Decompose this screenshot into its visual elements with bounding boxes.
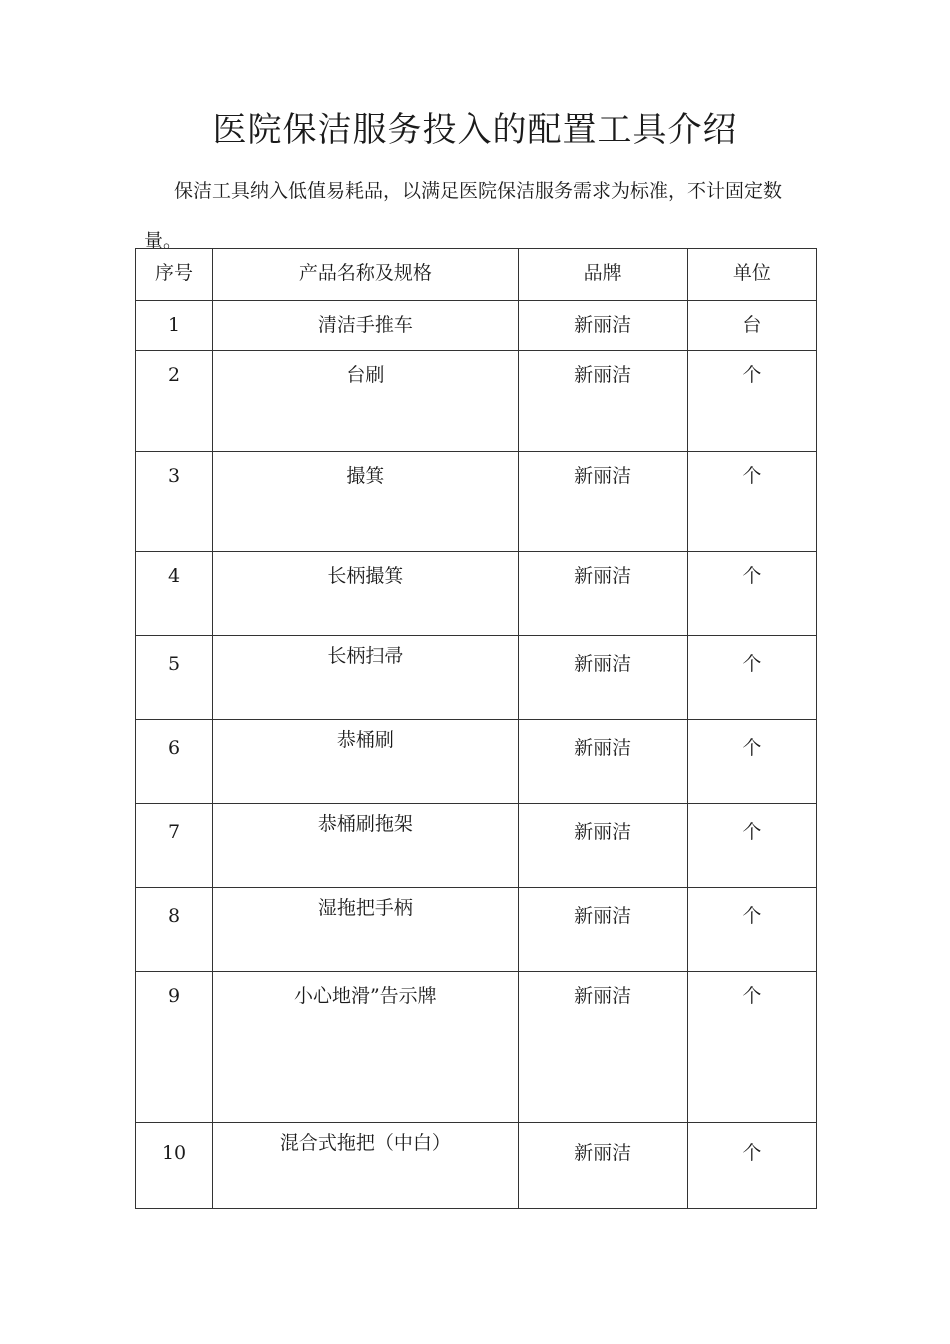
cell-name: 撮箕 — [213, 452, 518, 552]
cell-no: 2 — [136, 351, 213, 452]
cell-no: 4 — [136, 552, 213, 636]
cell-name: 长柄撮箕 — [213, 552, 518, 636]
cell-name: 湿拖把手柄 — [213, 888, 518, 972]
cell-no: 7 — [136, 804, 213, 888]
intro-paragraph: 保洁工具纳入低值易耗品，以满足医院保洁服务需求为标准，不计固定数量。 — [144, 180, 783, 252]
table-row — [136, 720, 817, 804]
cell-no: 9 — [136, 972, 213, 1123]
cell-unit: 个 — [687, 888, 816, 972]
cell-brand: 新丽洁 — [518, 804, 687, 888]
header-brand: 品牌 — [518, 249, 687, 301]
table-row — [136, 552, 817, 636]
cell-brand: 新丽洁 — [518, 636, 687, 720]
page-title: 医院保洁服务投入的配置工具介绍 — [212, 110, 738, 150]
table-row — [136, 636, 817, 720]
cell-brand: 新丽洁 — [518, 972, 687, 1123]
cell-name: 小心地滑”告示牌 — [213, 972, 518, 1123]
cell-unit: 个 — [687, 972, 816, 1123]
cell-name: 台刷 — [213, 351, 518, 452]
cell-unit: 个 — [687, 1123, 816, 1209]
tools-table — [135, 248, 817, 1209]
table-row — [136, 972, 817, 1123]
cell-no: 3 — [136, 452, 213, 552]
table-header-row — [136, 249, 817, 301]
cell-unit: 个 — [687, 720, 816, 804]
table-row — [136, 301, 817, 351]
table-row — [136, 351, 817, 452]
cell-unit: 个 — [687, 452, 816, 552]
table-row — [136, 1123, 817, 1209]
cell-name: 混合式拖把（中白） — [213, 1123, 518, 1209]
header-no: 序号 — [136, 249, 213, 301]
cell-no: 6 — [136, 720, 213, 804]
table-row — [136, 452, 817, 552]
cell-unit: 个 — [687, 552, 816, 636]
header-unit: 单位 — [687, 249, 816, 301]
cell-unit: 台 — [687, 301, 816, 351]
cell-unit: 个 — [687, 351, 816, 452]
cell-unit: 个 — [687, 804, 816, 888]
table-row — [136, 888, 817, 972]
cell-name: 恭桶刷拖架 — [213, 804, 518, 888]
cell-brand: 新丽洁 — [518, 301, 687, 351]
cell-brand: 新丽洁 — [518, 351, 687, 452]
cell-brand: 新丽洁 — [518, 720, 687, 804]
cell-no: 5 — [136, 636, 213, 720]
cell-name: 长柄扫帚 — [213, 636, 518, 720]
cell-brand: 新丽洁 — [518, 452, 687, 552]
header-name: 产品名称及规格 — [213, 249, 518, 301]
cell-brand: 新丽洁 — [518, 888, 687, 972]
cell-unit: 个 — [687, 636, 816, 720]
cell-no: 1 — [136, 301, 213, 351]
cell-no: 8 — [136, 888, 213, 972]
cell-name: 恭桶刷 — [213, 720, 518, 804]
cell-brand: 新丽洁 — [518, 552, 687, 636]
cell-brand: 新丽洁 — [518, 1123, 687, 1209]
table-row — [136, 804, 817, 888]
cell-name: 清洁手推车 — [213, 301, 518, 351]
cell-no: 10 — [136, 1123, 213, 1209]
